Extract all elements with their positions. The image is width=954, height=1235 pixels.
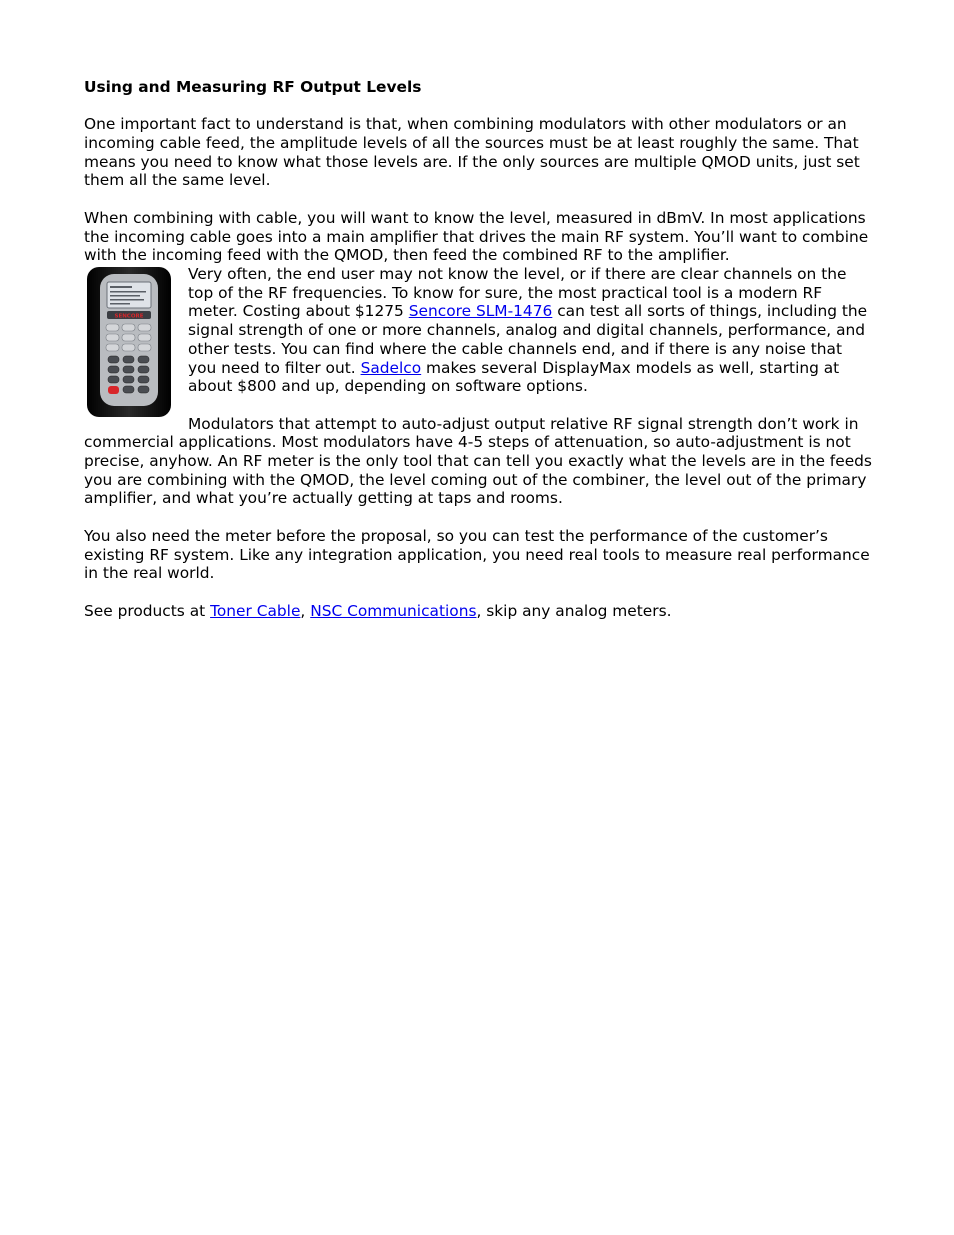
rf-meter-image <box>86 266 174 420</box>
link-sencore-slm-1476[interactable]: Sencore SLM-1476 <box>408 302 553 321</box>
paragraph-see-products: See products at Toner Cable, NSC Communications, skip any analog meters. <box>84 601 672 620</box>
paragraph-rf-meter: Very often, the end user may not know the level, or if there are clear channels on the top of the RF frequencies. To know for sure, the most practical tool is a modern RF meter. Costing about $1275 Sencore SLM-1476 can test all sorts of things, including the signal strength of one or more channels, analog and digital channels, performance, and other tests. You can find where the cable channels end, and if there is any noise that you need to filter out. Sadelco makes several DisplayMax models as well, starting at about $800 and up, depending on software options. <box>188 264 868 396</box>
link-toner-cable[interactable]: Toner Cable <box>210 601 301 620</box>
document-content <box>84 78 874 639</box>
meter-keypad <box>106 324 151 351</box>
meter-brand-text: SENCORE <box>114 313 144 320</box>
link-sadelco[interactable]: Sadelco <box>360 358 422 377</box>
paragraph-auto-adjust: Modulators that attempt to auto-adjust output relative RF signal strength don’t work in commercial applications. Most modulators have 4-5 steps of attenuation, so auto-adjustment is not precise, anyhow. An RF meter is the only tool that can tell you exactly what the levels are in the feeds you are combining with the QMOD, the level coming out of the combiner, the level out of the primary amplifier, and what you’re actually getting at taps and rooms. <box>84 414 872 508</box>
meter-power-key <box>108 386 119 394</box>
link-nsc-communications[interactable]: NSC Communications <box>310 601 477 620</box>
paragraph-levels-intro: One important fact to understand is that, when combining modulators with other modulators or an incoming cable feed, the amplitude levels of all the sources must be at least roughly the same. That means you need to know what those levels are. If the only sources are multiple QMOD units, just set them all the same level. <box>84 115 860 190</box>
section-heading: Using and Measuring RF Output Levels <box>84 78 422 96</box>
paragraph-combining-cable: When combining with cable, you will want to know the level, measured in dBmV. In most applications the incoming cable goes into a main amplifier that drives the main RF system. You’ll want to combine with the incoming feed with the QMOD, then feed the combined RF to the amplifier. <box>84 208 869 265</box>
paragraph-meter-before-proposal: You also need the meter before the proposal, so you can test the performance of the customer’s existing RF system. Like any integration application, you need real tools to measure real performance in the real world. <box>84 526 870 583</box>
